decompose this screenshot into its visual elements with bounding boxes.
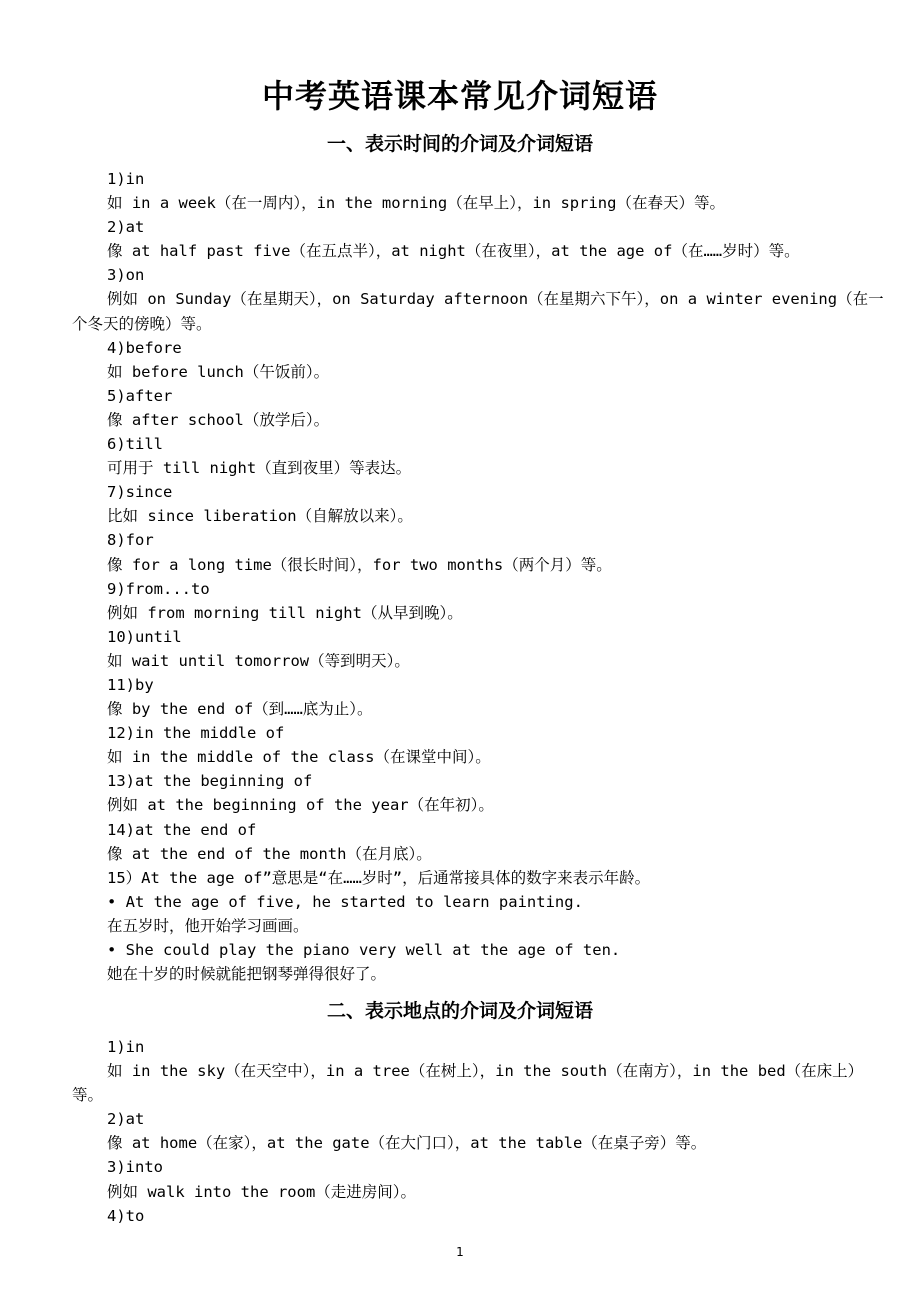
list-item: 例如 walk into the room（走进房间）。: [107, 1182, 417, 1201]
list-item: 9)from...to: [107, 579, 210, 598]
list-item: 4)before: [107, 338, 182, 357]
list-item: 例如 at the beginning of the year（在年初）。: [107, 796, 494, 815]
list-item: 如 in the middle of the class（在课堂中间）。: [107, 748, 491, 767]
list-item: 可用于 till night（直到夜里）等表达。: [107, 459, 412, 478]
section-time-body: [72, 167, 890, 986]
list-item: 15）At the age of”意思是“在……岁时”，后通常接具体的数字来表示年龄。: [107, 868, 651, 887]
page-number: 1: [456, 1245, 464, 1259]
list-item: 1)in: [107, 170, 145, 188]
section-heading-time: 一、表示时间的介词及介词短语: [326, 133, 593, 155]
list-item: 如 in a week（在一周内），in the morning（在早上），in spring（在春天）等。: [107, 194, 725, 213]
example-translation: 在五岁时，他开始学习画画。: [107, 916, 309, 935]
list-item: 12)in the middle of: [107, 724, 285, 743]
list-item: 6)till: [107, 435, 163, 454]
list-item: 13)at the beginning of: [107, 772, 313, 791]
section-place-body: [72, 1035, 890, 1228]
list-item: 14)at the end of: [107, 820, 257, 839]
list-item: 像 at home（在家），at the gate（在大门口），at the table（在桌子旁）等。: [107, 1134, 707, 1153]
list-item: 2)at: [107, 1110, 145, 1129]
list-item: 2)at: [107, 218, 145, 237]
section-heading-place: 二、表示地点的介词及介词短语: [326, 1000, 593, 1022]
example-sentence: • At the age of five, he started to learn painting.: [107, 892, 583, 911]
example-sentence: • She could play the piano very well at the age of ten.: [107, 941, 621, 959]
document-title: 中考英语课本常见介词短语: [261, 77, 658, 115]
list-item: 1)in: [107, 1038, 145, 1056]
list-item: 例如 from morning till night（从早到晚）。: [107, 603, 463, 622]
list-item: 如 in the sky（在天空中），in a tree（在树上），in the south（在南方），in the bed（在床上）等。: [72, 1062, 864, 1105]
list-item: 像 at half past five（在五点半），at night（在夜里），at the age of（在……岁时）等。: [107, 242, 800, 261]
list-item: 如 before lunch（午饭前）。: [107, 362, 330, 381]
list-item: 比如 since liberation（自解放以来）。: [107, 507, 413, 526]
list-item: 11)by: [107, 675, 154, 694]
list-item: 如 wait until tomorrow（等到明天）。: [107, 651, 410, 670]
list-item: 10)until: [107, 627, 182, 646]
list-item: 像 at the end of the month（在月底）。: [107, 844, 432, 863]
example-translation: 她在十岁的时候就能把钢琴弹得很好了。: [107, 965, 387, 984]
list-item: 像 after school（放学后）。: [107, 410, 330, 429]
list-item: 7)since: [107, 483, 173, 502]
list-item: 3)on: [107, 266, 145, 285]
list-item: 4)to: [107, 1206, 145, 1225]
list-item: 5)after: [107, 386, 173, 405]
list-item: 像 by the end of（到……底为止）。: [107, 700, 373, 719]
list-item: 例如 on Sunday（在星期天），on Saturday afternoon（在星期六下午），on a winter evening（在一个冬天的傍晚）等。: [72, 290, 884, 333]
list-item: 像 for a long time（很长时间），for two months（两个月）等。: [107, 555, 612, 574]
list-item: 8)for: [107, 531, 154, 550]
list-item: 3)into: [107, 1158, 163, 1177]
